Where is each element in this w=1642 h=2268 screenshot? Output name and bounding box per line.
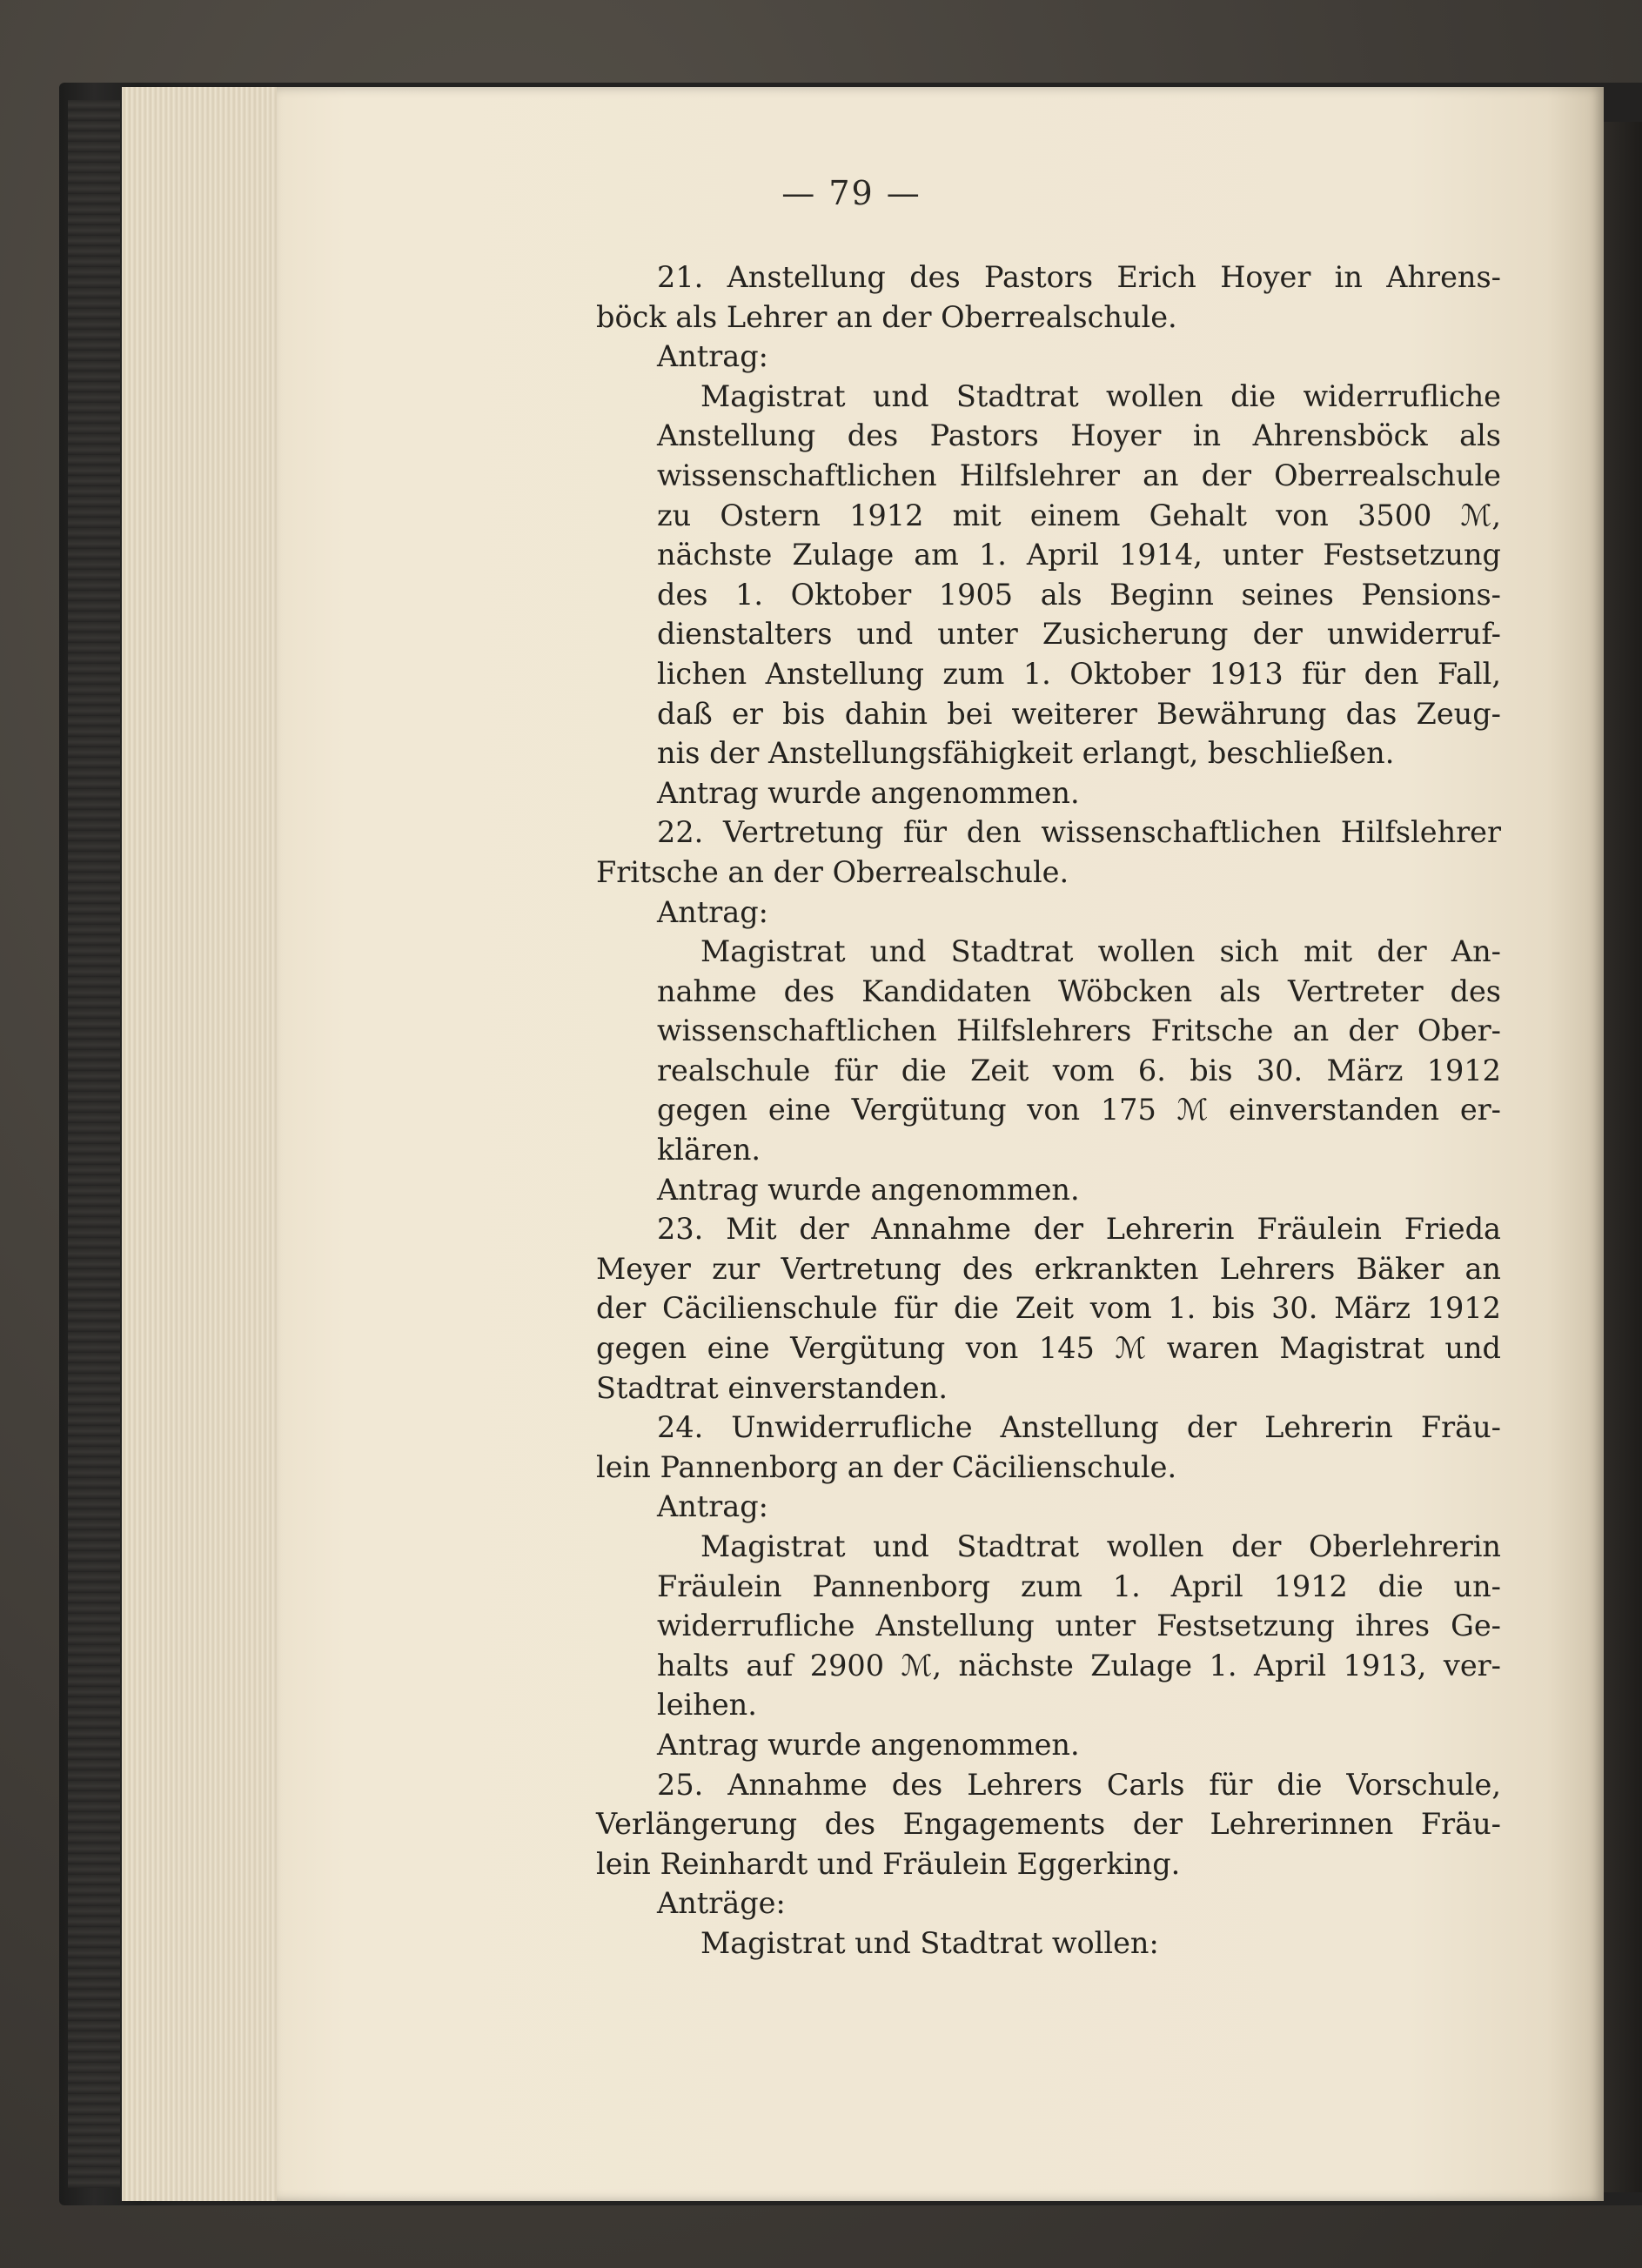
text-line: realschule für die Zeit vom 6. bis 30. März 1912 bbox=[657, 1053, 1501, 1087]
text-line: 22. Vertretung für den wissenschaftlichen Hilfslehrer bbox=[657, 815, 1501, 850]
text-line: Antrag: bbox=[657, 894, 768, 929]
text-line: lichen Anstellung zum 1. Oktober 1913 für den Fall, bbox=[657, 656, 1501, 691]
text-line: klären. bbox=[657, 1133, 761, 1167]
text-line: gegen eine Vergütung von 175 ℳ einverstanden er- bbox=[657, 1093, 1501, 1127]
text-line: Antrag wurde angenommen. bbox=[657, 1172, 1080, 1207]
text-line: Antrag: bbox=[657, 339, 768, 374]
text-line: dienstalters und unter Zusicherung der unwiderruf- bbox=[657, 617, 1501, 652]
facing-page-shadow bbox=[1604, 122, 1642, 2192]
text-line: Magistrat und Stadtrat wollen: bbox=[700, 1925, 1159, 1960]
text-line: Magistrat und Stadtrat wollen der Oberlehrerin bbox=[700, 1529, 1501, 1563]
text-line: lein Pannenborg an der Cäcilienschule. bbox=[596, 1449, 1177, 1484]
text-line: Verlängerung des Engagements der Lehrerinnen Fräu- bbox=[596, 1807, 1501, 1842]
text-line: 25. Annahme des Lehrers Carls für die Vorschule, bbox=[657, 1767, 1501, 1802]
text-line: Anträge: bbox=[657, 1886, 786, 1921]
text-line: wissenschaftlichen Hilfslehrer an der Oberrealschule bbox=[657, 458, 1501, 492]
text-line: des 1. Oktober 1905 als Beginn seines Pensions- bbox=[657, 577, 1501, 612]
text-line: 21. Anstellung des Pastors Erich Hoyer in Ahrens- bbox=[657, 260, 1501, 294]
text-line: böck als Lehrer an der Oberrealschule. bbox=[596, 299, 1177, 334]
text-line: Antrag wurde angenommen. bbox=[657, 1727, 1080, 1762]
text-line: Fräulein Pannenborg zum 1. April 1912 die un- bbox=[657, 1569, 1501, 1603]
text-line: nis der Anstellungsfähigkeit erlangt, beschließen. bbox=[657, 736, 1395, 771]
text-line: zu Ostern 1912 mit einem Gehalt von 3500 ℳ, bbox=[657, 498, 1501, 532]
page-stack-edges bbox=[122, 87, 296, 2201]
text-line: gegen eine Vergütung von 145 ℳ waren Magistrat und bbox=[596, 1331, 1501, 1366]
text-line: daß er bis dahin bei weiterer Bewährung das Zeug- bbox=[657, 696, 1501, 731]
text-line: widerrufliche Anstellung unter Festsetzung ihres Ge- bbox=[657, 1609, 1501, 1643]
text-line: nahme des Kandidaten Wöbcken als Vertreter des bbox=[657, 973, 1501, 1008]
text-line: der Cäcilienschule für die Zeit vom 1. bis 30. März 1912 bbox=[596, 1291, 1501, 1326]
text-line: Fritsche an der Oberrealschule. bbox=[596, 854, 1069, 889]
book-spine-edge bbox=[68, 100, 120, 2188]
text-line: nächste Zulage am 1. April 1914, unter Festsetzung bbox=[657, 538, 1501, 572]
page-number: — 79 — bbox=[781, 174, 922, 212]
text-line: Antrag wurde angenommen. bbox=[657, 775, 1080, 810]
text-line: wissenschaftlichen Hilfslehrers Fritsche an der Ober- bbox=[657, 1014, 1501, 1048]
text-line: Magistrat und Stadtrat wollen sich mit der An- bbox=[700, 934, 1501, 969]
text-line: 24. Unwiderrufliche Anstellung der Lehrerin Fräu- bbox=[657, 1410, 1501, 1445]
text-line: Magistrat und Stadtrat wollen die widerrufliche bbox=[700, 378, 1501, 413]
text-line: Anstellung des Pastors Hoyer in Ahrensböck als bbox=[657, 418, 1501, 453]
text-line: 23. Mit der Annahme der Lehrerin Fräulein Frieda bbox=[657, 1212, 1501, 1247]
text-line: halts auf 2900 ℳ, nächste Zulage 1. April 1913, ver- bbox=[657, 1648, 1501, 1683]
text-line: lein Reinhardt und Fräulein Eggerking. bbox=[596, 1846, 1181, 1881]
text-line: Meyer zur Vertretung des erkrankten Lehrers Bäker an bbox=[596, 1251, 1501, 1286]
text-line: leihen. bbox=[657, 1688, 757, 1723]
text-line: Stadtrat einverstanden. bbox=[596, 1370, 948, 1405]
text-line: Antrag: bbox=[657, 1489, 768, 1524]
page-text-block bbox=[596, 258, 1501, 1964]
